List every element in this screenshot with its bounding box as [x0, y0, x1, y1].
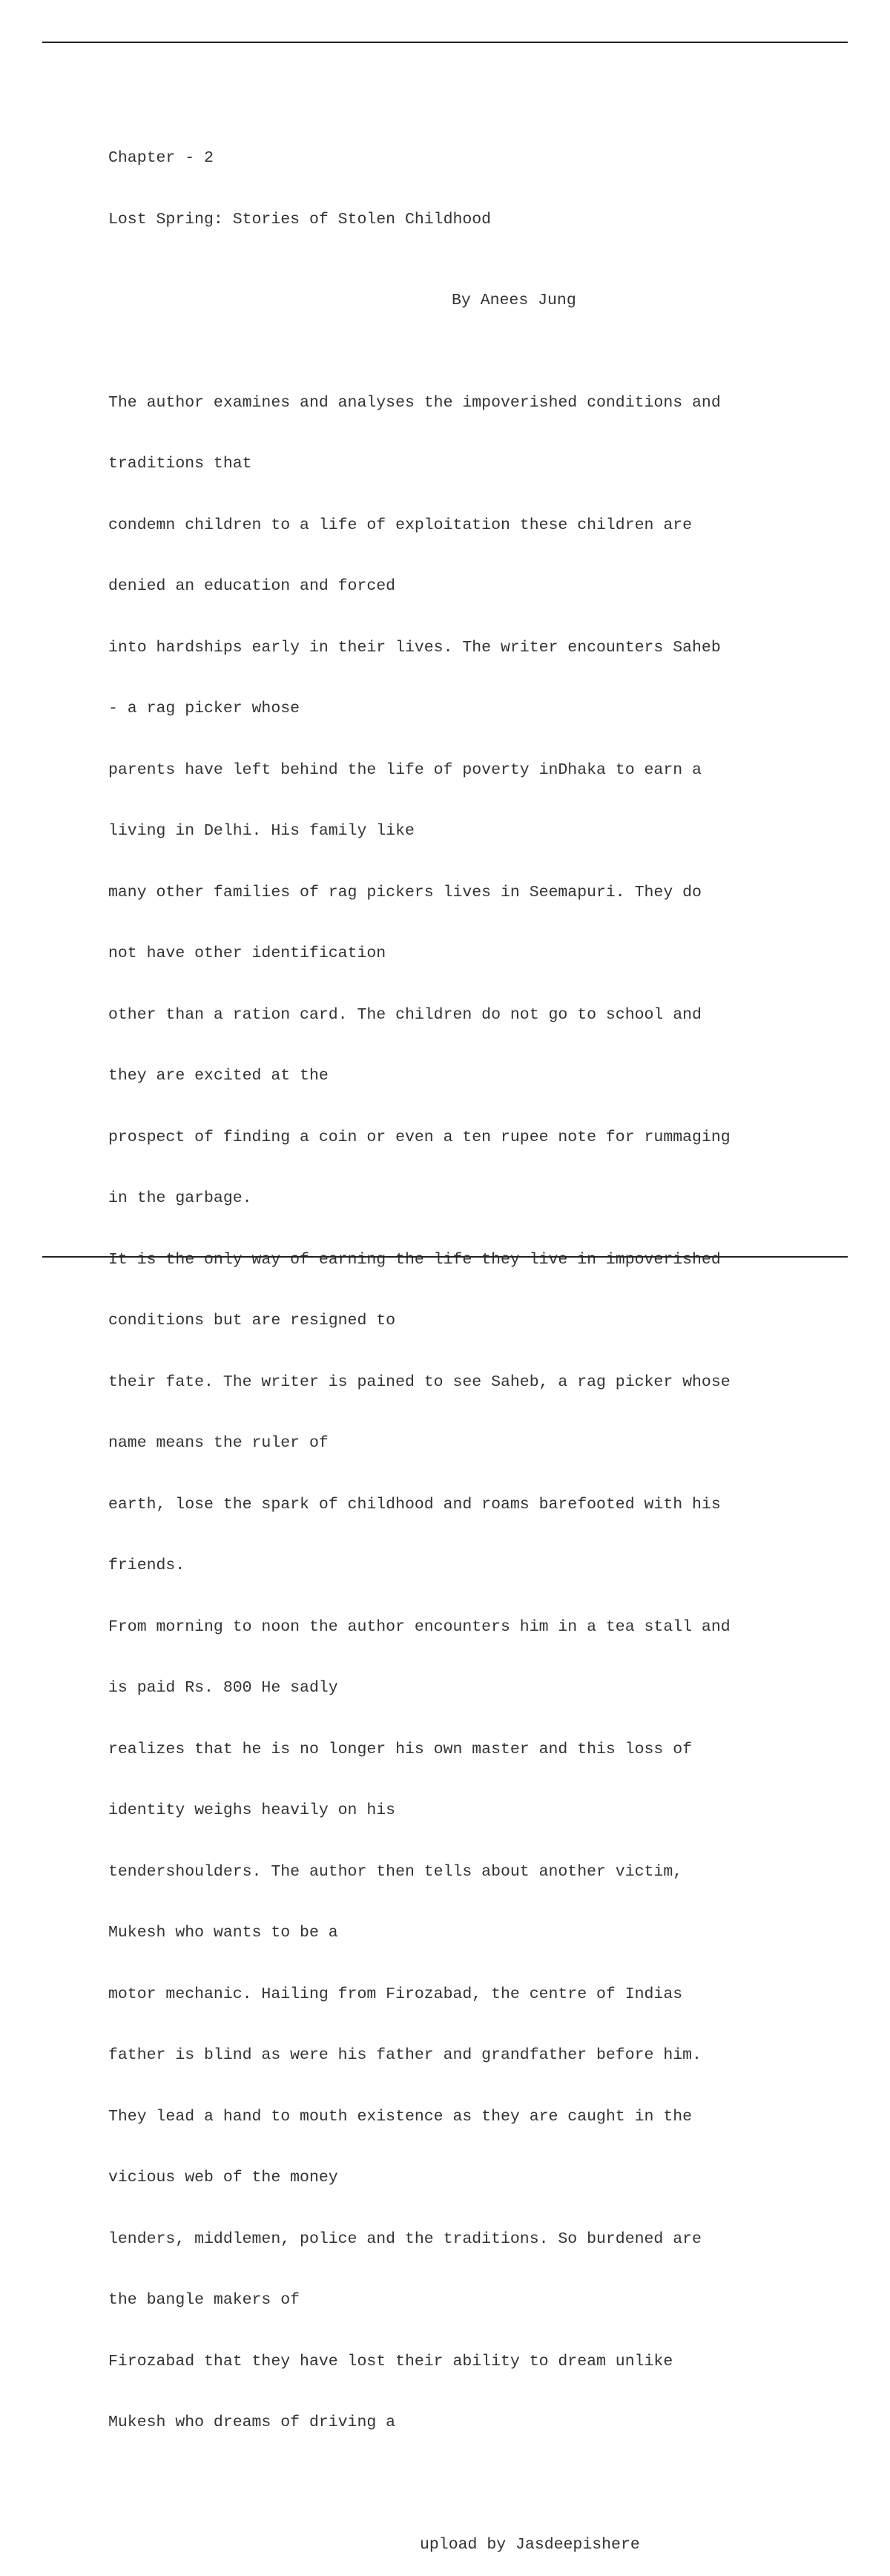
text-line: Mukesh who dreams of driving a [108, 2414, 396, 2431]
text-line: in the garbage. [108, 1189, 252, 1207]
text-line: tendershoulders. The author then tells about another victim, [108, 1862, 683, 1881]
text-line: It is the only way of earning the life they live in impoverished [108, 1250, 721, 1269]
text-line: motor mechanic. Hailing from Firozabad, the centre of Indias [108, 1985, 683, 2003]
text-line: their fate. The writer is pained to see Saheb, a rag picker whose [108, 1373, 731, 1391]
text-line: living in Delhi. His family like [108, 822, 415, 840]
text-line: realizes that he is no longer his own master and this loss of [108, 1740, 693, 1758]
chapter-label: Chapter - 2 [108, 149, 214, 167]
top-rule [42, 42, 848, 43]
text-line: the bangle makers of [108, 2291, 300, 2309]
text-line: earth, lose the spark of childhood and roams barefooted with his [108, 1495, 721, 1514]
document-body [108, 108, 850, 2576]
text-line: traditions that [108, 455, 252, 473]
text-line: they are excited at the [108, 1067, 329, 1085]
text-line: into hardships early in their lives. The writer encounters Saheb [108, 638, 721, 657]
text-line: identity weighs heavily on his [108, 1801, 396, 1819]
text-line: From morning to noon the author encounters him in a tea stall and [108, 1617, 731, 1636]
text-line: Firozabad that they have lost their ability to dream unlike [108, 2352, 673, 2370]
text-line: conditions but are resigned to [108, 1312, 396, 1330]
chapter-title: Lost Spring: Stories of Stolen Childhood [108, 210, 492, 229]
text-line: Mukesh who wants to be a [108, 1924, 338, 1942]
author-byline: By Anees Jung [452, 292, 576, 309]
body-text [108, 352, 850, 2474]
text-line: prospect of finding a coin or even a ten rupee note for rummaging [108, 1128, 731, 1146]
text-line: other than a ration card. The children do not go to school and [108, 1005, 702, 1024]
text-line: friends. [108, 1557, 185, 1574]
text-line: They lead a hand to mouth existence as they are caught in the [108, 2107, 693, 2126]
text-line: name means the ruler of [108, 1434, 329, 1452]
text-line: denied an education and forced [108, 577, 396, 595]
text-line: many other families of rag pickers lives in Seemapuri. They do [108, 883, 702, 901]
bottom-rule [42, 1256, 848, 1258]
text-line: parents have left behind the life of poverty inDhaka to earn a [108, 760, 702, 779]
text-line: father is blind as were his father and grandfather before him. [108, 2046, 702, 2064]
text-line: is paid Rs. 800 He sadly [108, 1679, 338, 1697]
text-line: lenders, middlemen, police and the traditions. So burdened are [108, 2230, 702, 2248]
upload-credit: upload by Jasdeepishere [420, 2535, 640, 2554]
text-line: vicious web of the money [108, 2169, 338, 2186]
text-line: The author examines and analyses the impoverished conditions and [108, 393, 721, 412]
text-line: not have other identification [108, 944, 386, 962]
text-line: - a rag picker whose [108, 700, 300, 717]
text-line: condemn children to a life of exploitation these children are [108, 516, 693, 534]
